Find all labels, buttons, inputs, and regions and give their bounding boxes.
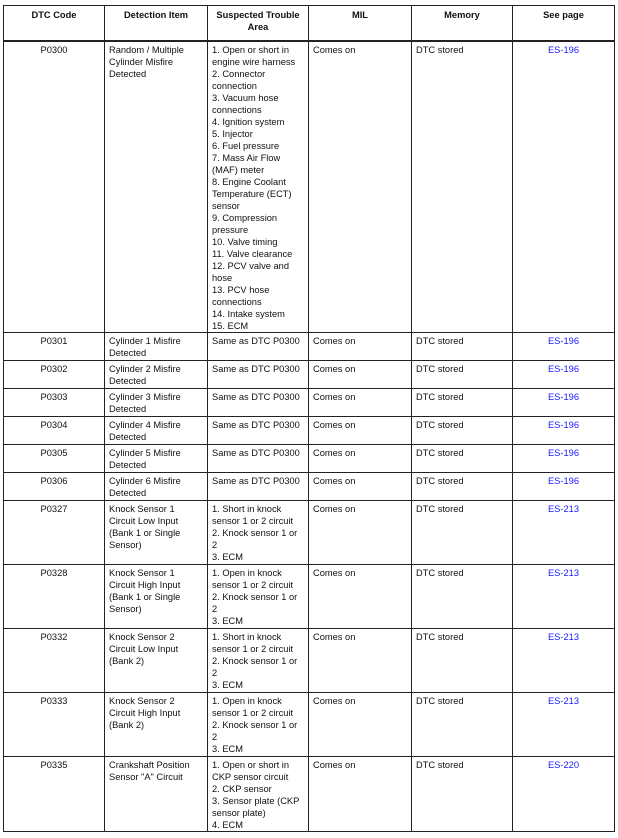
- see-page-link[interactable]: ES-196: [547, 364, 579, 374]
- mil-cell: Comes on: [309, 361, 412, 389]
- memory-cell: DTC stored: [412, 757, 513, 832]
- dtc-code-cell: P0302: [4, 361, 105, 389]
- table-row: [4, 361, 615, 389]
- dtc-code-cell: P0335: [4, 757, 105, 832]
- memory-cell: DTC stored: [412, 361, 513, 389]
- see-page-link[interactable]: ES-220: [547, 760, 579, 770]
- header-dtc-code: DTC Code: [4, 6, 105, 42]
- dtc-code-cell: P0328: [4, 565, 105, 629]
- dtc-code-cell: P0300: [4, 41, 105, 333]
- see-page-cell: [513, 565, 615, 629]
- dtc-code-cell: P0301: [4, 333, 105, 361]
- see-page-cell: [513, 757, 615, 832]
- table-row: [4, 333, 615, 361]
- memory-cell: DTC stored: [412, 333, 513, 361]
- dtc-code-cell: P0304: [4, 417, 105, 445]
- see-page-cell: [513, 473, 615, 501]
- mil-cell: Comes on: [309, 565, 412, 629]
- suspected-area-cell: 1. Short in knock sensor 1 or 2 circuit 2. Knock sensor 1 or 2 3. ECM: [208, 629, 309, 693]
- detection-item-cell: Cylinder 4 Misfire Detected: [105, 417, 208, 445]
- see-page-cell: [513, 501, 615, 565]
- detection-item-cell: Cylinder 2 Misfire Detected: [105, 361, 208, 389]
- table-row: [4, 501, 615, 565]
- mil-cell: Comes on: [309, 693, 412, 757]
- dtc-code-cell: P0306: [4, 473, 105, 501]
- dtc-code-cell: P0303: [4, 389, 105, 417]
- dtc-code-cell: P0332: [4, 629, 105, 693]
- memory-cell: DTC stored: [412, 41, 513, 333]
- suspected-area-cell: Same as DTC P0300: [208, 417, 309, 445]
- mil-cell: Comes on: [309, 757, 412, 832]
- see-page-link[interactable]: ES-196: [547, 420, 579, 430]
- dtc-table: [3, 5, 615, 832]
- mil-cell: Comes on: [309, 501, 412, 565]
- mil-cell: Comes on: [309, 389, 412, 417]
- header-detection-item: Detection Item: [105, 6, 208, 42]
- see-page-link[interactable]: ES-196: [547, 392, 579, 402]
- see-page-link[interactable]: ES-213: [547, 696, 579, 706]
- table-row: [4, 693, 615, 757]
- see-page-cell: [513, 693, 615, 757]
- see-page-cell: [513, 333, 615, 361]
- memory-cell: DTC stored: [412, 693, 513, 757]
- suspected-area-cell: 1. Open in knock sensor 1 or 2 circuit 2. Knock sensor 1 or 2 3. ECM: [208, 693, 309, 757]
- memory-cell: DTC stored: [412, 389, 513, 417]
- mil-cell: Comes on: [309, 41, 412, 333]
- mil-cell: Comes on: [309, 629, 412, 693]
- header-mil: MIL: [309, 6, 412, 42]
- detection-item-cell: Knock Sensor 1 Circuit Low Input (Bank 1 or Single Sensor): [105, 501, 208, 565]
- see-page-cell: [513, 41, 615, 333]
- table-row: [4, 41, 615, 333]
- see-page-cell: [513, 629, 615, 693]
- suspected-area-cell: 1. Open in knock sensor 1 or 2 circuit 2. Knock sensor 1 or 2 3. ECM: [208, 565, 309, 629]
- memory-cell: DTC stored: [412, 565, 513, 629]
- suspected-area-cell: Same as DTC P0300: [208, 445, 309, 473]
- detection-item-cell: Cylinder 5 Misfire Detected: [105, 445, 208, 473]
- detection-item-cell: Cylinder 1 Misfire Detected: [105, 333, 208, 361]
- memory-cell: DTC stored: [412, 417, 513, 445]
- see-page-link[interactable]: ES-213: [547, 632, 579, 642]
- mil-cell: Comes on: [309, 333, 412, 361]
- header-memory: Memory: [412, 6, 513, 42]
- table-row: [4, 629, 615, 693]
- header-suspected-area: Suspected Trouble Area: [208, 6, 309, 42]
- see-page-link[interactable]: ES-196: [547, 336, 579, 346]
- dtc-code-cell: P0327: [4, 501, 105, 565]
- table-row: [4, 389, 615, 417]
- see-page-cell: [513, 445, 615, 473]
- table-row: [4, 473, 615, 501]
- mil-cell: Comes on: [309, 417, 412, 445]
- mil-cell: Comes on: [309, 445, 412, 473]
- detection-item-cell: Cylinder 6 Misfire Detected: [105, 473, 208, 501]
- table-row: [4, 417, 615, 445]
- see-page-cell: [513, 361, 615, 389]
- dtc-code-cell: P0305: [4, 445, 105, 473]
- suspected-area-cell: 1. Open or short in engine wire harness 2. Connector connection 3. Vacuum hose connections 4. Ignition system 5. Injector 6. Fuel pressure 7. Mass Air Flow (MAF) meter 8. Engine Coolant Temperature (ECT) sensor 9. Compression pressure 10. Valve timing 11. Valve clearance 12. PCV valve and hose 13. PCV hose connections 14. Intake system 15. ECM: [208, 41, 309, 333]
- see-page-cell: [513, 389, 615, 417]
- suspected-area-cell: Same as DTC P0300: [208, 333, 309, 361]
- see-page-link[interactable]: ES-196: [547, 448, 579, 458]
- suspected-area-cell: Same as DTC P0300: [208, 473, 309, 501]
- table-row: [4, 565, 615, 629]
- detection-item-cell: Knock Sensor 2 Circuit Low Input (Bank 2): [105, 629, 208, 693]
- memory-cell: DTC stored: [412, 501, 513, 565]
- suspected-area-cell: Same as DTC P0300: [208, 361, 309, 389]
- header-row: [4, 6, 615, 42]
- detection-item-cell: Crankshaft Position Sensor "A" Circuit: [105, 757, 208, 832]
- memory-cell: DTC stored: [412, 445, 513, 473]
- detection-item-cell: Random / Multiple Cylinder Misfire Detected: [105, 41, 208, 333]
- memory-cell: DTC stored: [412, 629, 513, 693]
- detection-item-cell: Knock Sensor 2 Circuit High Input (Bank 2): [105, 693, 208, 757]
- see-page-cell: [513, 417, 615, 445]
- suspected-area-cell: 1. Short in knock sensor 1 or 2 circuit 2. Knock sensor 1 or 2 3. ECM: [208, 501, 309, 565]
- detection-item-cell: Cylinder 3 Misfire Detected: [105, 389, 208, 417]
- memory-cell: DTC stored: [412, 473, 513, 501]
- header-see-page: See page: [513, 6, 615, 42]
- detection-item-cell: Knock Sensor 1 Circuit High Input (Bank 1 or Single Sensor): [105, 565, 208, 629]
- see-page-link[interactable]: ES-196: [547, 45, 579, 55]
- mil-cell: Comes on: [309, 473, 412, 501]
- suspected-area-cell: Same as DTC P0300: [208, 389, 309, 417]
- see-page-link[interactable]: ES-213: [547, 504, 579, 514]
- see-page-link[interactable]: ES-213: [547, 568, 579, 578]
- suspected-area-cell: 1. Open or short in CKP sensor circuit 2. CKP sensor 3. Sensor plate (CKP sensor plate) 4. ECM: [208, 757, 309, 832]
- table-row: [4, 445, 615, 473]
- see-page-link[interactable]: ES-196: [547, 476, 579, 486]
- table-row: [4, 757, 615, 832]
- dtc-code-cell: P0333: [4, 693, 105, 757]
